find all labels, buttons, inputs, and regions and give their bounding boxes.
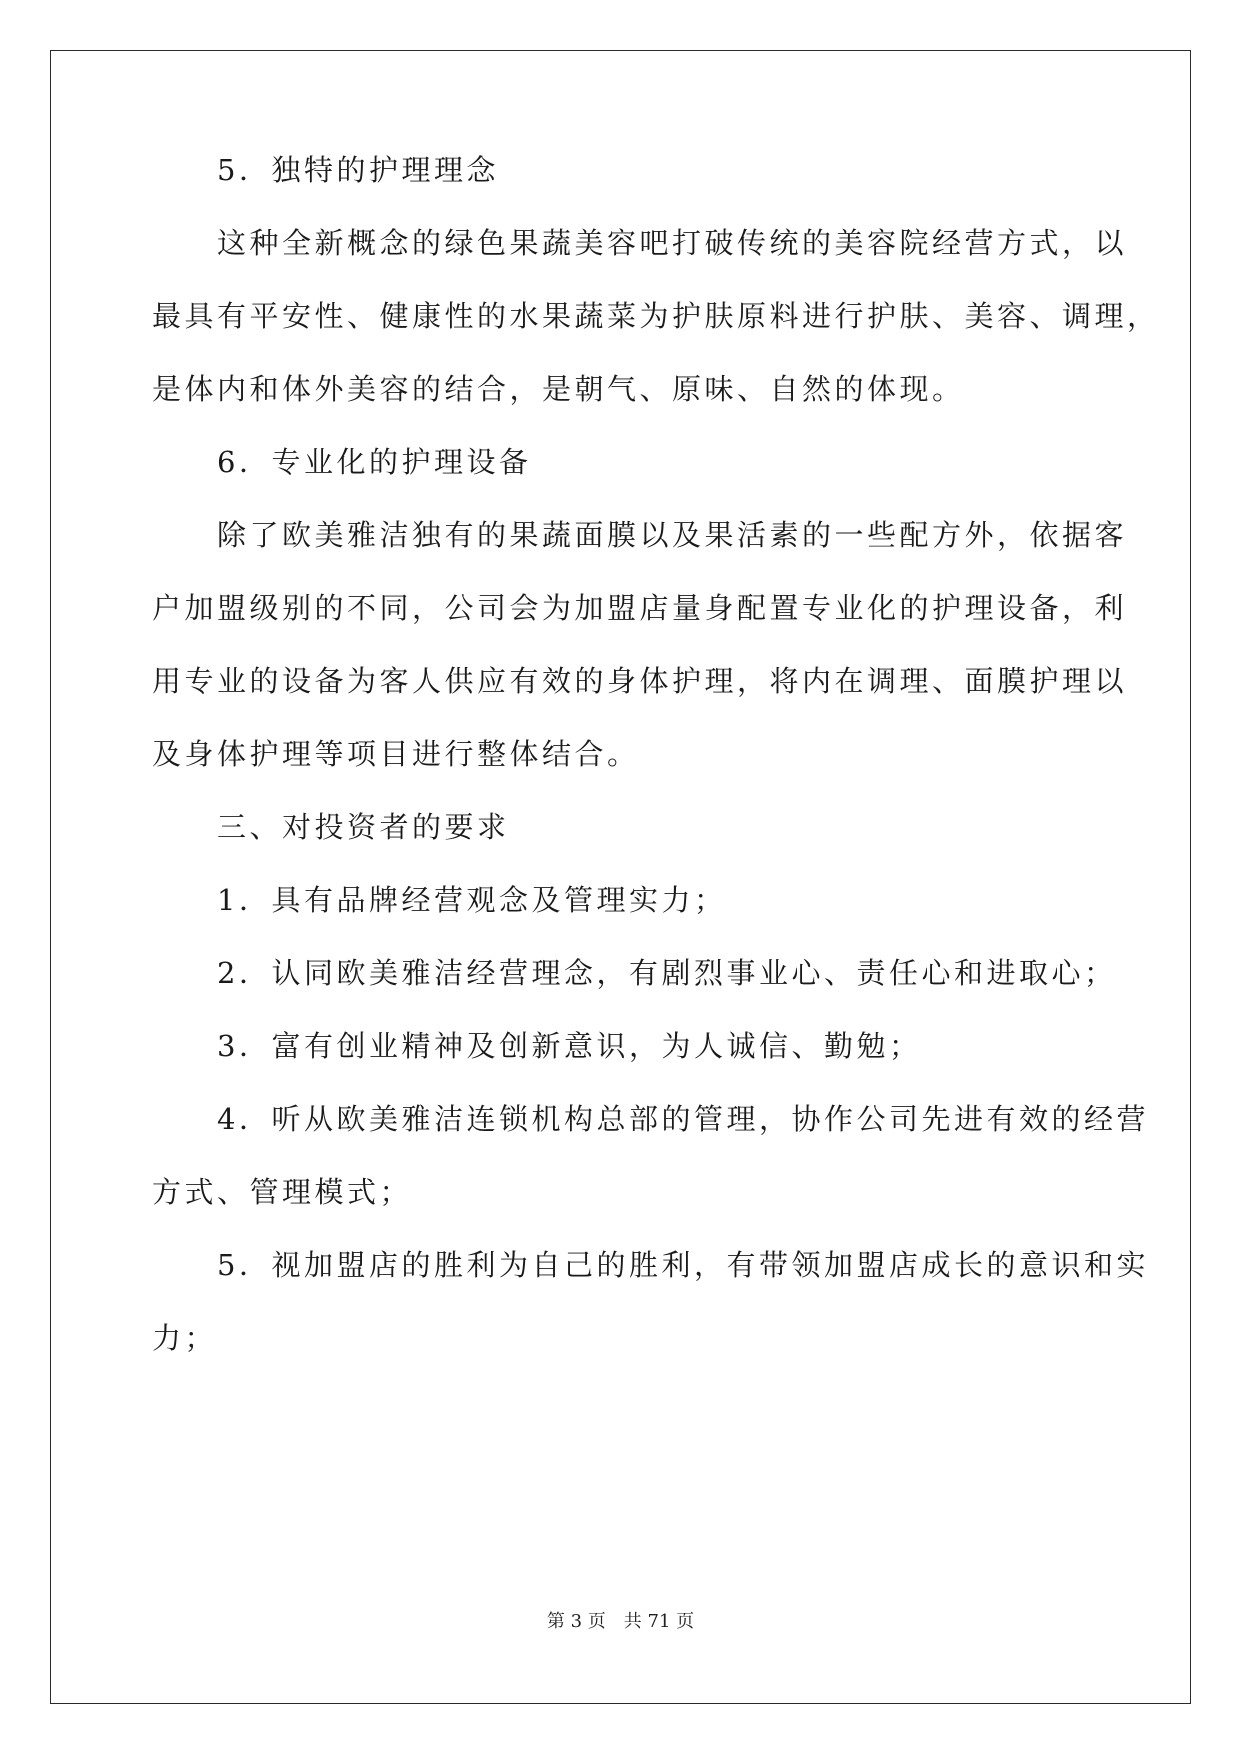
text-line: 5．视加盟店的胜利为自己的胜利，有带领加盟店成长的意识和实 xyxy=(152,1248,1149,1282)
page-footer xyxy=(0,1610,1241,1634)
text-line: 力； xyxy=(152,1321,218,1355)
text-line: 方式、管理模式； xyxy=(152,1175,413,1209)
text-line: 是体内和体外美容的结合，是朝气、原味、自然的体现。 xyxy=(152,372,965,406)
text-line: 用专业的设备为客人供应有效的身体护理，将内在调理、面膜护理以 xyxy=(152,664,1128,698)
text-line: 2．认同欧美雅洁经营理念，有剧烈事业心、责任心和进取心； xyxy=(152,956,1117,990)
text-line: 1．具有品牌经营观念及管理实力； xyxy=(152,883,727,917)
text-line: 3．富有创业精神及创新意识，为人诚信、勤勉； xyxy=(152,1029,922,1063)
text-line: 除了欧美雅洁独有的果蔬面膜以及果活素的一些配方外，依据客 xyxy=(152,518,1128,552)
text-line: 6．专业化的护理设备 xyxy=(152,445,532,479)
text-line: 最具有平安性、健康性的水果蔬菜为护肤原料进行护肤、美容、调理， xyxy=(152,299,1160,333)
text-line: 三、对投资者的要求 xyxy=(152,810,510,844)
text-line: 户加盟级别的不同，公司会为加盟店量身配置专业化的护理设备，利 xyxy=(152,591,1128,625)
text-line: 及身体护理等项目进行整体结合。 xyxy=(152,737,640,771)
page-number: 第 3 页 共 71 页 xyxy=(546,1611,695,1632)
text-line: 5．独特的护理理念 xyxy=(152,153,499,187)
text-line: 4．听从欧美雅洁连锁机构总部的管理，协作公司先进有效的经营 xyxy=(152,1102,1149,1136)
text-line: 这种全新概念的绿色果蔬美容吧打破传统的美容院经营方式，以 xyxy=(152,226,1128,260)
